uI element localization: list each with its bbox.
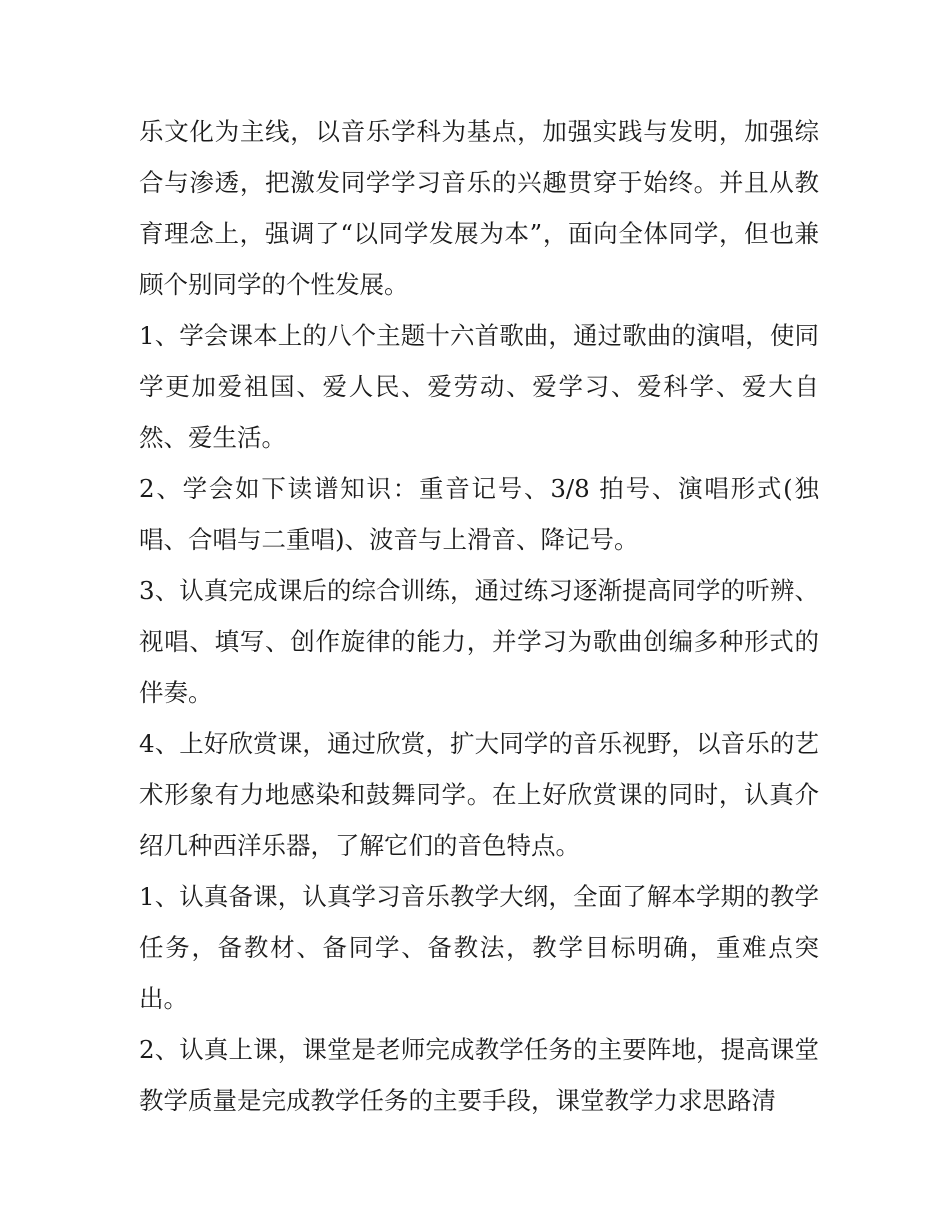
paragraph-goal-1-songs: 1、学会课本上的八个主题十六首歌曲，通过歌曲的演唱，使同学更加爱祖国、爱人民、爱劳动、爱学习、爱科学、爱大自然、爱生活。 [139,321,819,452]
paragraph-goal-3-exercises: 3、认真完成课后的综合训练，通过练习逐渐提高同学的听辨、视唱、填写、创作旋律的能力，并学习为歌曲创编多种形式的伴奏。 [139,576,819,707]
paragraph-measure-2-teaching: 2、认真上课，课堂是老师完成教学任务的主要阵地，提高课堂教学质量是完成教学任务的主要手段，课堂教学力求思路清 [139,1035,819,1115]
paragraph-goal-4-appreciation: 4、上好欣赏课，通过欣赏，扩大同学的音乐视野，以音乐的艺术形象有力地感染和鼓舞同学。在上好欣赏课的同时，认真介绍几种西洋乐器，了解它们的音色特点。 [139,729,819,860]
paragraph-intro-continued: 乐文化为主线，以音乐学科为基点，加强实践与发明，加强综合与渗透，把激发同学学习音乐的兴趣贯穿于始终。并且从教育理念上，强调了“以同学发展为本”，面向全体同学，但也兼顾个别同学的个性发展。 [139,117,819,299]
paragraph-goal-2-notation: 2、学会如下读谱知识：重音记号、3/8 拍号、演唱形式(独唱、合唱与二重唱)、波音与上滑音、降记号。 [139,474,819,554]
paragraph-measure-1-preparation: 1、认真备课，认真学习音乐教学大纲，全面了解本学期的教学任务，备教材、备同学、备教法，教学目标明确，重难点突出。 [139,882,819,1013]
document-body [139,106,819,1126]
